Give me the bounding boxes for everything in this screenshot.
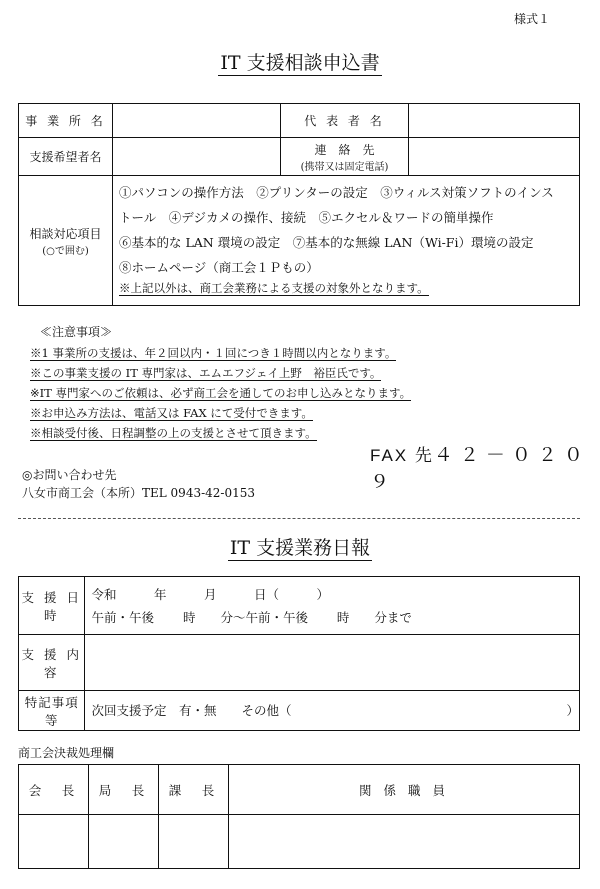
date-label: 支 援 日 時: [19, 577, 85, 635]
cut-line-divider: [18, 518, 580, 519]
items-note: [119, 280, 573, 296]
representative-label: 代 表 者 名: [281, 104, 409, 138]
date-line[interactable]: 令和 年 月 日（ ）: [91, 586, 329, 602]
approval-stamp-section-chief[interactable]: [159, 815, 229, 869]
business-name-label: 事 業 所 名: [19, 104, 113, 138]
remarks-label: 特記事項等: [19, 691, 85, 731]
approval-header-president: 会 長: [19, 765, 89, 815]
fax-number: ４２－０２０９: [370, 445, 590, 493]
consult-item-line[interactable]: ⑧ホームページ（商工会１Ｐもの）: [119, 260, 319, 275]
application-table: [18, 103, 580, 306]
consult-items-label-cell: [19, 176, 113, 306]
consult-item-line[interactable]: トール ④デジカメの操作、接続 ⑤エクセル＆ワードの簡単操作: [119, 210, 494, 225]
approval-stamp-president[interactable]: [19, 815, 89, 869]
notices-heading: ≪注意事項≫: [40, 325, 113, 339]
contact-label-cell: [281, 138, 409, 176]
consult-items-label: 相談対応項目: [29, 226, 102, 241]
notice-item: [30, 424, 411, 444]
notice-item: [30, 364, 411, 384]
contact-label: 連 絡 先: [314, 142, 375, 157]
consult-item-line[interactable]: ⑥基本的な LAN 環境の設定 ⑦基本的な無線 LAN（Wi-Fi）環境の設定: [119, 235, 534, 250]
form-number: 様式１: [513, 12, 550, 26]
notice-text: ※1 事業所の支援は、年２回以内・１回につき１時間以内となります。: [30, 346, 397, 360]
consult-items-note: (○で囲む): [42, 245, 89, 257]
approval-table: [18, 764, 580, 869]
notice-item: [30, 344, 411, 364]
report-table: [18, 576, 580, 731]
page-title-text: IT 支援相談申込書: [220, 52, 380, 74]
approval-header-director: 局 長: [89, 765, 159, 815]
approval-stamp-director[interactable]: [89, 815, 159, 869]
representative-field[interactable]: [409, 104, 580, 138]
notice-item: [30, 404, 411, 424]
desired-person-field[interactable]: [113, 138, 281, 176]
content-label: 支 援 内 容: [19, 635, 85, 691]
contact-line: 八女市商工会（本所）TEL 0943-42-0153: [22, 486, 256, 500]
contact-field[interactable]: [409, 138, 580, 176]
report-title-text: IT 支援業務日報: [229, 537, 371, 559]
page-title: [0, 48, 600, 75]
notices-list: [30, 344, 411, 444]
time-line[interactable]: 午前・午後 時 分～午前・午後 時 分まで: [91, 609, 412, 625]
desired-person-label: 支援希望者名: [19, 138, 113, 176]
consult-item-line[interactable]: ①パソコンの操作方法 ②プリンターの設定 ③ウィルス対策ソフトのインス: [119, 185, 554, 200]
notice-text: ※相談受付後、日程調整の上の支援とさせて頂きます。: [30, 426, 317, 440]
items-note-text: ※上記以外は、商工会業務による支援の対象外となります。: [119, 281, 429, 295]
fax-info: [370, 440, 600, 494]
business-name-field[interactable]: [113, 104, 281, 138]
approval-title: 商工会決裁処理欄: [18, 746, 115, 760]
fax-label: FAX 先: [370, 446, 434, 465]
notice-item: [30, 384, 411, 404]
report-title: [0, 533, 600, 560]
date-cell: [85, 577, 580, 635]
notice-text: ※IT 専門家へのご依頼は、必ず商工会を通してのお申し込みとなります。: [30, 386, 412, 400]
content-field[interactable]: [85, 635, 580, 691]
contact-note: (携帯又は固定電話): [300, 161, 389, 173]
contact-heading: ◎お問い合わせ先: [22, 468, 117, 482]
approval-header-section-chief: 課 長: [159, 765, 229, 815]
consult-items-cell: [113, 176, 580, 306]
contact-info: [22, 466, 255, 502]
approval-stamp-staff[interactable]: [229, 815, 580, 869]
notice-text: ※お申込み方法は、電話又は FAX にて受付できます。: [30, 406, 313, 420]
approval-header-staff: 関 係 職 員: [229, 765, 580, 815]
notice-text: ※この事業支援の IT 専門家は、エムエフジェイ上野 裕臣氏です。: [30, 366, 382, 380]
remarks-field[interactable]: 次回支援予定 有・無 その他（ ）: [85, 691, 580, 731]
